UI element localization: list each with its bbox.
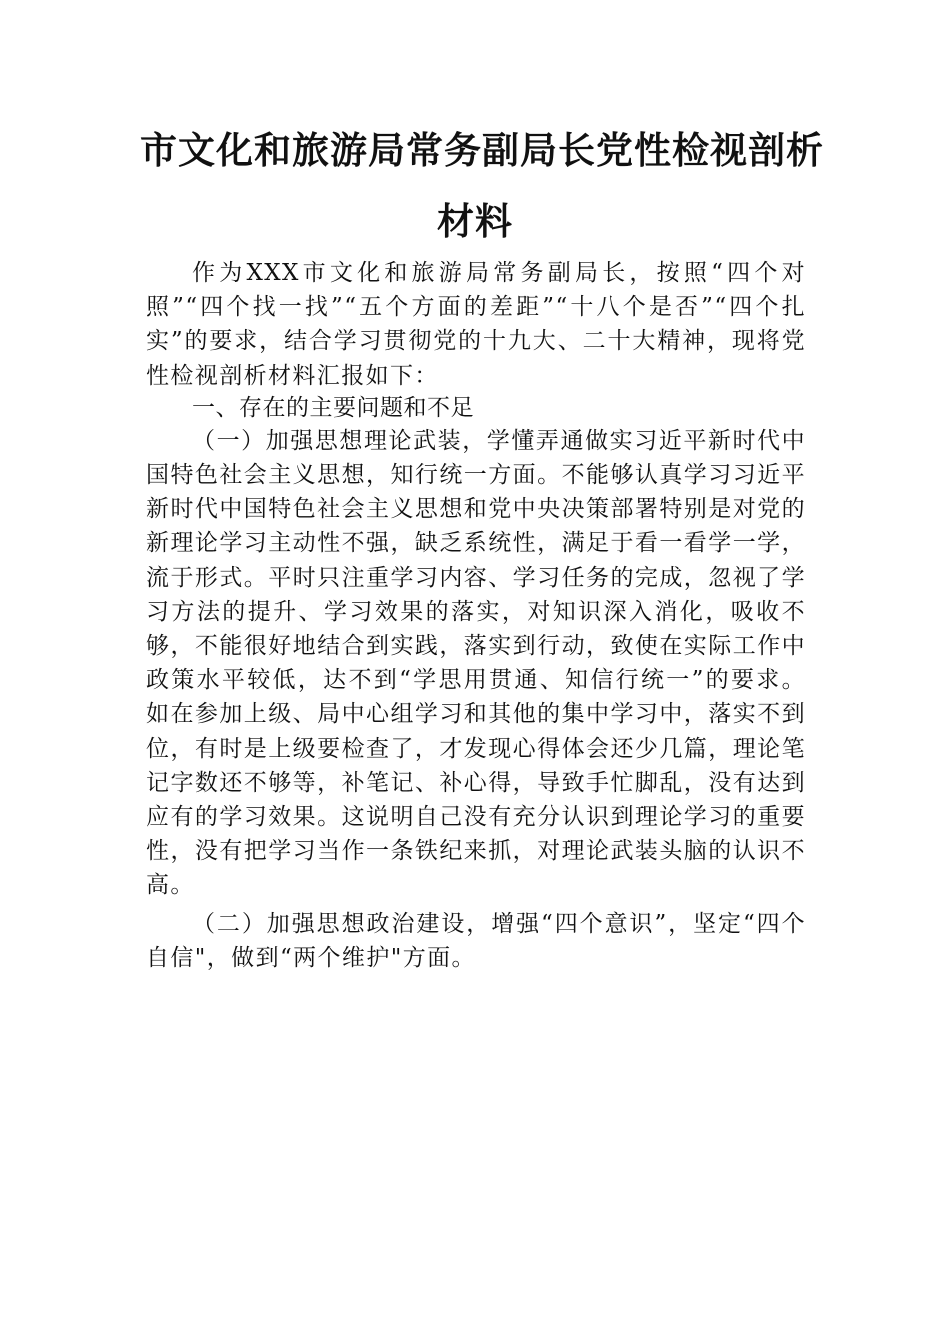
- item-1-paragraph: （一）加强思想理论武装，学懂弄通做实习近平新时代中国特色社会主义思想，知行统一方面。不能够认真学习习近平新时代中国特色社会主义思想和党中央决策部署特别是对党的新理论学习主动性不强，缺乏系统性，满足于看一看学一学，流于形式。平时只注重学习内容、学习任务的完成，忽视了学习方法的提升、学习效果的落实，对知识深入消化，吸收不够，不能很好地结合到实践，落实到行动，致使在实际工作中政策水平较低，达不到“学思用贯通、知信行统一”的要求。如在参加上级、局中心组学习和其他的集中学习中，落实不到位，有时是上级要检查了，才发现心得体会还少几篇，理论笔记字数还不够等，补笔记、补心得，导致手忙脚乱，没有达到应有的学习效果。这说明自己没有充分认识到理论学习的重要性，没有把学习当作一条铁纪来抓，对理论武装头脑的认识不高。: [146, 427, 806, 899]
- item-2-paragraph: （二）加强思想政治建设，增强“四个意识”，坚定“四个自信"，做到“两个维护"方面。: [146, 910, 806, 971]
- intro-paragraph: 作为XXX市文化和旅游局常务副局长，按照“四个对照”“四个找一找”“五个方面的差距”“十八个是否”“四个扎实”的要求，结合学习贯彻党的十九大、二十大精神，现将党性检视剖析材料汇报如下：: [146, 260, 806, 389]
- document-body: [146, 256, 806, 975]
- document-title-line-2: 材料: [437, 199, 513, 243]
- section-heading: 一、存在的主要问题和不足: [192, 394, 474, 421]
- document-title-line-1: 市文化和旅游局常务副局长党性检视剖析: [140, 128, 824, 172]
